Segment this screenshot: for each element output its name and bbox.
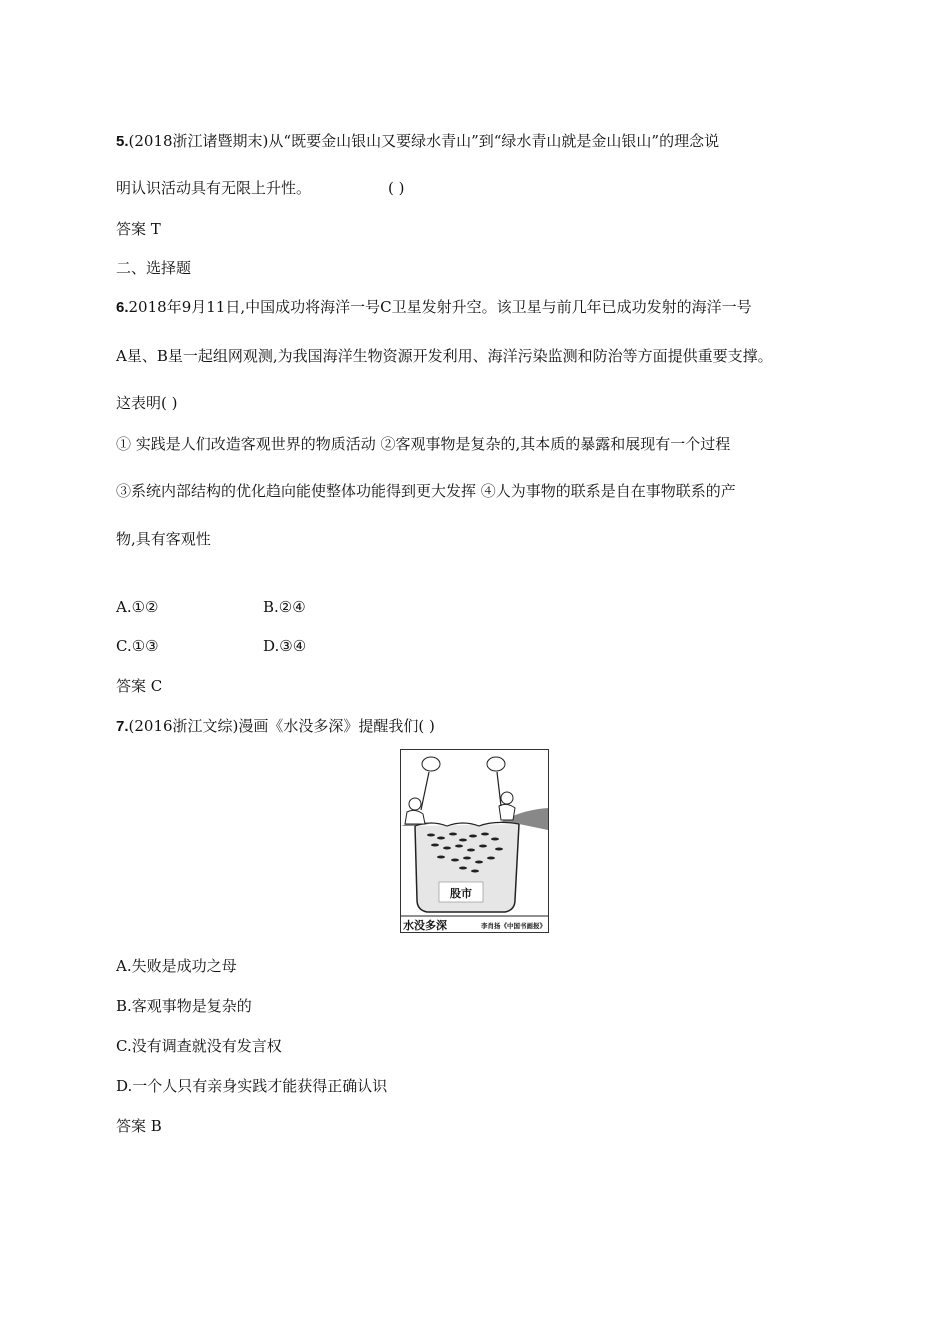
cartoon-drawing [401,750,548,932]
q7-option-c[interactable]: C.没有调查就没有发言权 [116,1037,282,1055]
right-man-head [501,792,513,804]
q7-stem: (2016浙江文综)漫画《水没多深》提醒我们( ) [128,717,435,735]
q6-option-c[interactable]: C.①③ [116,637,159,655]
q6-line3: 这表明( ) [116,394,178,412]
q5-number: 5. [116,133,129,150]
q5-stem-2: 明认识活动具有无限上升性。 [116,179,312,197]
q5-line1 [116,131,719,152]
q6-option-d[interactable]: D.③④ [263,637,307,655]
q7-line1 [116,716,435,737]
q5-stem-1: (2018浙江诸暨期末)从“既要金山银山又要绿水青山”到“绿水青山就是金山银山”的理念说 [128,132,720,150]
q7-number: 7. [116,718,129,735]
q5-answer: 答案 T [116,220,161,238]
cartoon-image [400,749,549,933]
q7-answer: 答案 B [116,1117,162,1135]
q6-number: 6. [116,299,129,316]
pit-label: 股市 [450,887,472,900]
q7-option-a[interactable]: A.失败是成功之母 [116,957,237,975]
left-man-head [409,798,421,810]
left-net-pole [421,772,429,810]
q7-option-d[interactable]: D.一个人只有亲身实践才能获得正确认识 [116,1077,388,1095]
left-man-body [405,810,425,824]
q6-answer: 答案 C [116,677,163,695]
right-net [487,757,505,771]
q5-blank: ( ) [388,179,405,197]
cartoon-caption-credit: 李肖扬《中国书画报》 [481,922,546,930]
right-net-pole [497,772,501,806]
q6-statement-3: 物,具有客观性 [116,530,211,548]
q6-statement-2: ③系统内部结构的优化趋向能使整体功能得到更大发挥 ④人为事物的联系是自在事物联系的产 [116,482,736,500]
q6-stem-1: 2018年9月11日,中国成功将海洋一号C卫星发射升空。该卫星与前几年已成功发射的海洋一号 [128,298,752,316]
q5-line2 [116,178,311,198]
q7-option-b[interactable]: B.客观事物是复杂的 [116,997,252,1015]
q6-line2: A星、B星一起组网观测,为我国海洋生物资源开发利用、海洋污染监测和防治等方面提供重要支撑。 [116,347,773,365]
q6-statement-1: ① 实践是人们改造客观世界的物质活动 ②客观事物是复杂的,其本质的暴露和展现有一个过程 [116,435,731,453]
section-title: 二、选择题 [116,259,192,277]
cartoon-caption-title: 水没多深 [403,919,447,932]
q6-option-b[interactable]: B.②④ [263,598,306,616]
left-net [422,757,440,771]
q6-line1 [116,297,752,318]
right-man-body [499,804,515,820]
q6-option-a[interactable]: A.①② [116,598,159,616]
